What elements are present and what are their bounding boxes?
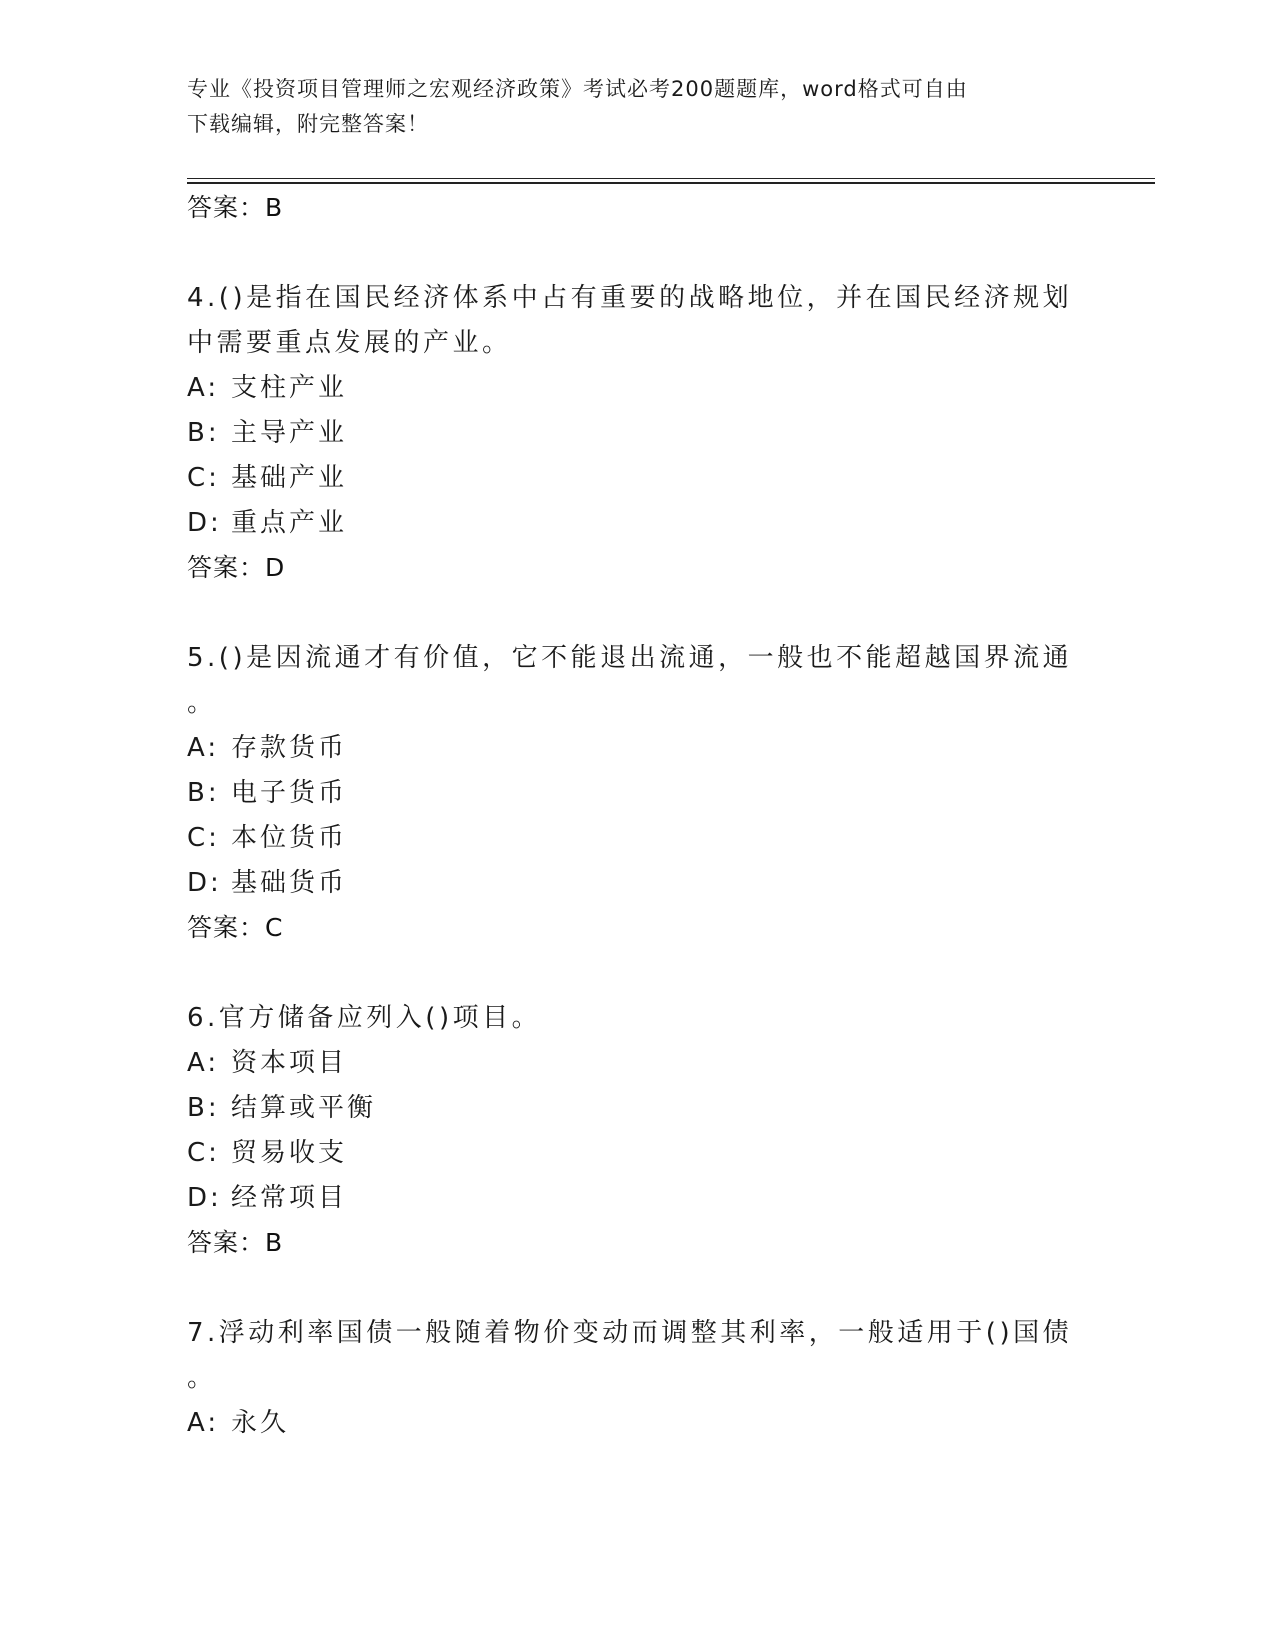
option-letter: A:	[187, 733, 220, 763]
question-stem	[187, 276, 1073, 366]
option-letter: B:	[187, 418, 220, 448]
option-letter: C:	[187, 1138, 220, 1168]
question-7	[187, 1311, 1087, 1446]
header-divider-thick	[187, 182, 1155, 184]
option-text: 电子货币	[231, 778, 348, 808]
stem-line: 6.官方储备应列入()项目。	[187, 1003, 542, 1033]
option-letter: D:	[187, 508, 222, 538]
answer-line: 答案：D	[187, 553, 286, 582]
answer-line: 答案：C	[187, 913, 284, 942]
question-5	[187, 636, 1087, 952]
stem-line: 。	[187, 1363, 217, 1393]
option-b	[187, 411, 1087, 456]
header-line-1: 专业《投资项目管理师之宏观经济政策》考试必考200题题库，word格式可自由	[187, 77, 968, 101]
option-text: 结算或平衡	[231, 1093, 377, 1123]
option-b	[187, 1086, 1087, 1131]
option-text: 永久	[231, 1408, 290, 1438]
option-text: 基础货币	[231, 868, 348, 898]
option-text: 资本项目	[231, 1048, 348, 1078]
option-letter: A:	[187, 373, 220, 403]
option-text: 贸易收支	[231, 1138, 348, 1168]
option-d	[187, 1176, 1087, 1221]
option-letter: D:	[187, 1183, 222, 1213]
question-list	[187, 186, 1087, 1446]
option-a	[187, 1041, 1087, 1086]
option-letter: B:	[187, 1093, 220, 1123]
document-header	[187, 72, 1087, 142]
option-d	[187, 501, 1087, 546]
option-text: 基础产业	[231, 463, 348, 493]
option-letter: A:	[187, 1048, 220, 1078]
option-c	[187, 456, 1087, 501]
answer-line: 答案：B	[187, 1228, 284, 1257]
stem-line: 5.()是因流通才有价值，它不能退出流通，一般也不能超越国界流通	[187, 643, 1073, 673]
option-letter: C:	[187, 823, 220, 853]
question-stem	[187, 996, 1067, 1041]
stem-line: 4.()是指在国民经济体系中占有重要的战略地位，并在国民经济规划	[187, 283, 1073, 313]
option-text: 经常项目	[231, 1183, 348, 1213]
question-6	[187, 996, 1087, 1267]
header-divider-thin	[187, 178, 1155, 179]
question-4	[187, 276, 1087, 592]
option-text: 本位货币	[231, 823, 348, 853]
stem-line: 7.浮动利率国债一般随着物价变动而调整其利率，一般适用于()国债	[187, 1318, 1073, 1348]
option-letter: B:	[187, 778, 220, 808]
question-stem	[187, 1311, 1073, 1401]
option-a	[187, 726, 1087, 771]
option-d	[187, 861, 1087, 906]
question-stem	[187, 636, 1073, 726]
option-a	[187, 1401, 1087, 1446]
answer-line: 答案：B	[187, 193, 284, 222]
option-letter: C:	[187, 463, 220, 493]
stem-line: 中需要重点发展的产业。	[187, 328, 512, 358]
option-c	[187, 1131, 1087, 1176]
option-text: 主导产业	[231, 418, 348, 448]
stem-line: 。	[187, 688, 217, 718]
option-a	[187, 366, 1087, 411]
option-text: 存款货币	[231, 733, 348, 763]
option-letter: A:	[187, 1408, 220, 1438]
option-text: 支柱产业	[231, 373, 348, 403]
option-b	[187, 771, 1087, 816]
header-line-2: 下载编辑，附完整答案！	[187, 112, 429, 136]
option-text: 重点产业	[231, 508, 348, 538]
option-letter: D:	[187, 868, 222, 898]
option-c	[187, 816, 1087, 861]
